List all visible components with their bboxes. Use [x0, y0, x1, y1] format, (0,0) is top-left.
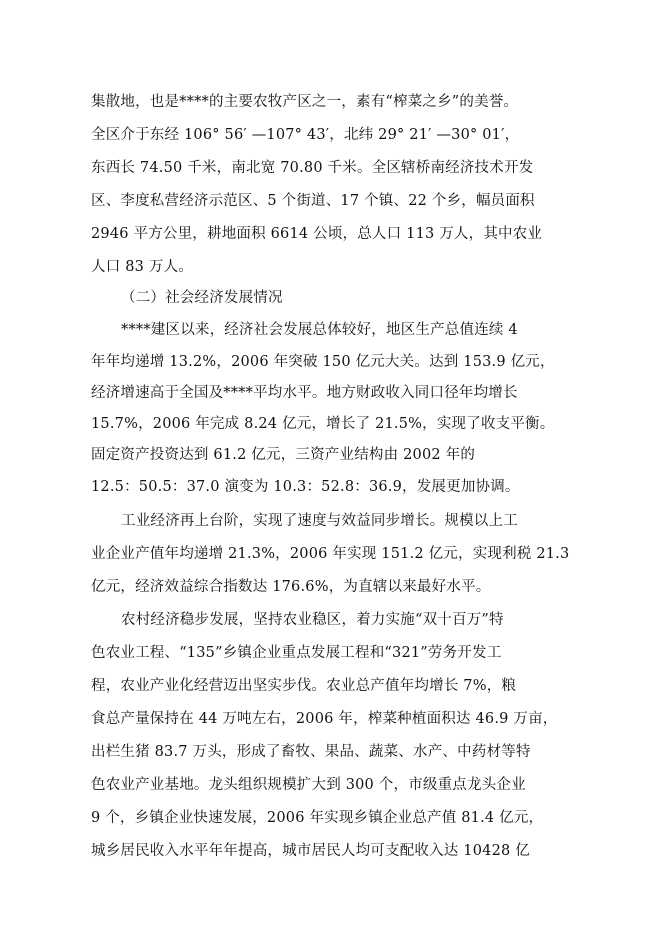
- paragraph-line: 集散地，也是****的主要农牧产区之一，素有“榨菜之乡”的美誉。: [91, 94, 519, 110]
- paragraph-line: 农村经济稳步发展，坚持农业稳区，着力实施“双十百万”特: [121, 612, 504, 628]
- paragraph-line: 食总产量保持在 44 万吨左右，2006 年，榨菜种植面积达 46.9 万亩，: [91, 711, 558, 727]
- paragraph-line: 人口 83 万人。: [91, 259, 193, 275]
- paragraph-line: 色农业产业基地。龙头组织规模扩大到 300 个，市级重点龙头企业: [91, 777, 526, 793]
- paragraph-line: 15.7%，2006 年完成 8.24 亿元，增长了 21.5%，实现了收支平衡。: [91, 416, 555, 432]
- paragraph-line: 全区介于东经 106° 56′ —107° 43′，北纬 29° 21′ —30° 01′，: [91, 127, 520, 143]
- paragraph-line: 2946 平方公里，耕地面积 6614 公顷，总人口 113 万人，其中农业: [91, 226, 543, 242]
- paragraph-line: 区、李度私营经济示范区、5 个街道、17 个镇、22 个乡，幅员面积: [91, 193, 535, 209]
- paragraph-line: 色农业工程、“135”乡镇企业重点发展工程和“321”劳务开发工: [91, 645, 502, 661]
- paragraph-line: 9 个，乡镇企业快速发展，2006 年实现乡镇企业总产值 81.4 亿元，: [91, 810, 544, 826]
- paragraph-line: 年年均递增 13.2%，2006 年突破 150 亿元大关。达到 153.9 亿元，: [91, 354, 555, 370]
- paragraph-line: 程，农业产业化经营迈出坚实步伐。农业总产值年均增长 7%，粮: [91, 678, 517, 694]
- paragraph-line: 工业经济再上台阶，实现了速度与效益同步增长。规模以上工: [121, 513, 518, 529]
- paragraph-line: ****建区以来，经济社会发展总体较好，地区生产总值连续 4: [121, 322, 518, 338]
- paragraph-line: 亿元，经济效益综合指数达 176.6%，为直辖以来最好水平。: [91, 579, 491, 595]
- paragraph-line: 东西长 74.50 千米，南北宽 70.80 千米。全区辖桥南经济技术开发: [91, 160, 534, 176]
- paragraph-line: 12.5：50.5：37.0 演变为 10.3：52.8：36.9，发展更加协调。: [91, 479, 520, 495]
- paragraph-line: 城乡居民收入水平年年提高，城市居民人均可支配收入达 10428 亿: [91, 843, 530, 859]
- paragraph-line: 经济增速高于全国及****平均水平。地方财政收入同口径年均增长: [91, 385, 518, 401]
- section-heading: （二）社会经济发展情况: [121, 290, 283, 306]
- paragraph-line: 业企业产值年均递增 21.3%，2006 年实现 151.2 亿元，实现利税 21.3: [91, 546, 570, 562]
- paragraph-line: 出栏生猪 83.7 万头，形成了畜牧、果品、蔬菜、水产、中药材等特: [91, 744, 531, 760]
- paragraph-line: 固定资产投资达到 61.2 亿元，三资产业结构由 2002 年的: [91, 447, 476, 463]
